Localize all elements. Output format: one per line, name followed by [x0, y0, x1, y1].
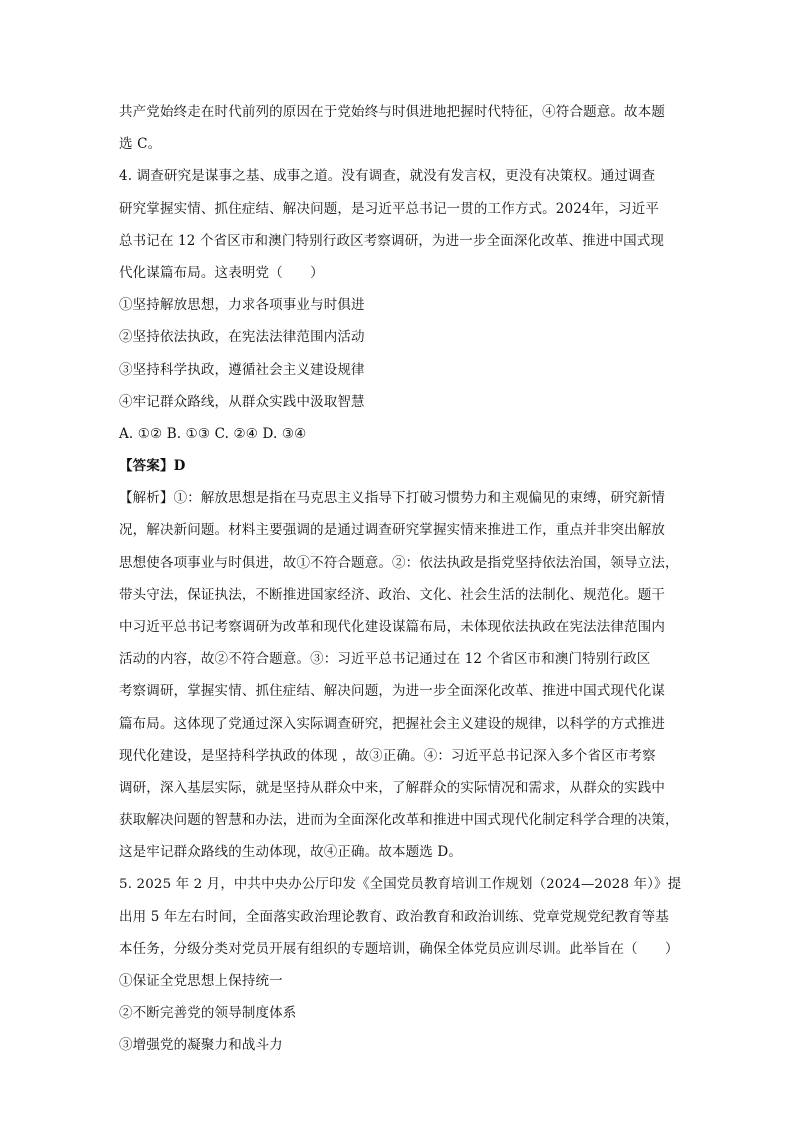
- text-line: 总书记在 12 个省区市和澳门特别行政区考察调研，为进一步全面深化改革、推进中国式现: [119, 232, 665, 249]
- text-line: 出用 5 年左右时间，全面落实政治理论教育、政治教育和政治训练、党章党规党纪教育等基: [119, 908, 669, 925]
- text-line: 考察调研，掌握实情、抓住症结、解决问题，为进一步全面深化改革、推进中国式现代化谋: [119, 683, 665, 700]
- text-line: 代化谋篇布局。这表明党（ ）: [119, 264, 324, 281]
- analysis-line: 【解析】①：解放思想是指在马克思主义指导下打破习惯势力和主观偏见的束缚，研究新情: [119, 490, 665, 507]
- text-line: 思想使各项事业与时俱进，故①不符合题意。②：依法执政是指党坚持依法治国，领导立法，: [119, 554, 679, 571]
- text-line: 现代化建设，是坚持科学执政的体现 ，故③正确。④：习近平总书记深入多个省区市考察: [119, 747, 656, 764]
- option-2: ②不断完善党的领导制度体系: [119, 1005, 297, 1022]
- text-line: 活动的内容，故②不符合题意。③：习近平总书记通过在 12 个省区市和澳门特别行政区: [119, 651, 651, 668]
- question-4-stem: 4. 调查研究是谋事之基、成事之道。没有调查，就没有发言权，更没有决策权。通过调查: [119, 168, 656, 185]
- option-3: ③坚持科学执政，遵循社会主义建设规律: [119, 361, 365, 378]
- text-line: 这是牢记群众路线的生动体现，故④正确。故本题选 D。: [119, 844, 463, 861]
- option-1: ①保证全党思想上保持统一: [119, 973, 283, 990]
- option-4: ④牢记群众路线，从群众实践中汲取智慧: [119, 393, 365, 410]
- option-1: ①坚持解放思想，力求各项事业与时俱进: [119, 297, 365, 314]
- text-line: 研究掌握实情、抓住症结、解决问题，是习近平总书记一贯的工作方式。2024年，习近平: [119, 200, 660, 217]
- answer-line: 【答案】D: [119, 458, 186, 475]
- text-line: 中习近平总书记考察调研为改革和现代化建设谋篇布局，未体现依法执政在宪法法律范围内: [119, 619, 665, 635]
- text-line: 调研，深入基层实际，就是坚持从群众中来，了解群众的实际情况和需求，从群众的实践中: [119, 779, 665, 796]
- text-line: 篇布局。这体现了党通过深入实际调查研究，把握社会主义建设的规律，以科学的方式推进: [119, 715, 665, 732]
- question-5-stem: 5. 2025 年 2 月，中共中央办公厅印发《全国党员教育培训工作规划（2024—2028 年）》提: [119, 876, 682, 892]
- text-line: 共产党始终走在时代前列的原因在于党始终与时俱进地把握时代特征，④符合题意。故本题: [119, 104, 665, 120]
- text-line: 获取解决问题的智慧和办法，进而为全面深化改革和推进中国式现代化制定科学合理的决策，: [119, 812, 679, 829]
- text-line: 带头守法，保证执法，不断推进国家经济、政治、文化、社会生活的法制化、规范化。题干: [119, 586, 665, 603]
- option-3: ③增强党的凝聚力和战斗力: [119, 1037, 283, 1054]
- text-line: 选 C。: [119, 136, 162, 153]
- answer-choices: A. ①② B. ①③ C. ②④ D. ③④: [119, 425, 307, 442]
- text-line: 况，解决新问题。材料主要强调的是通过调查研究掌握实情来推进工作，重点并非突出解放: [119, 522, 665, 539]
- text-line: 本任务，分级分类对党员开展有组织的专题培训，确保全体党员应训尽训。此举旨在（ ）: [119, 940, 679, 957]
- document-body: [119, 96, 681, 1062]
- option-2: ②坚持依法执政，在宪法法律范围内活动: [119, 329, 365, 346]
